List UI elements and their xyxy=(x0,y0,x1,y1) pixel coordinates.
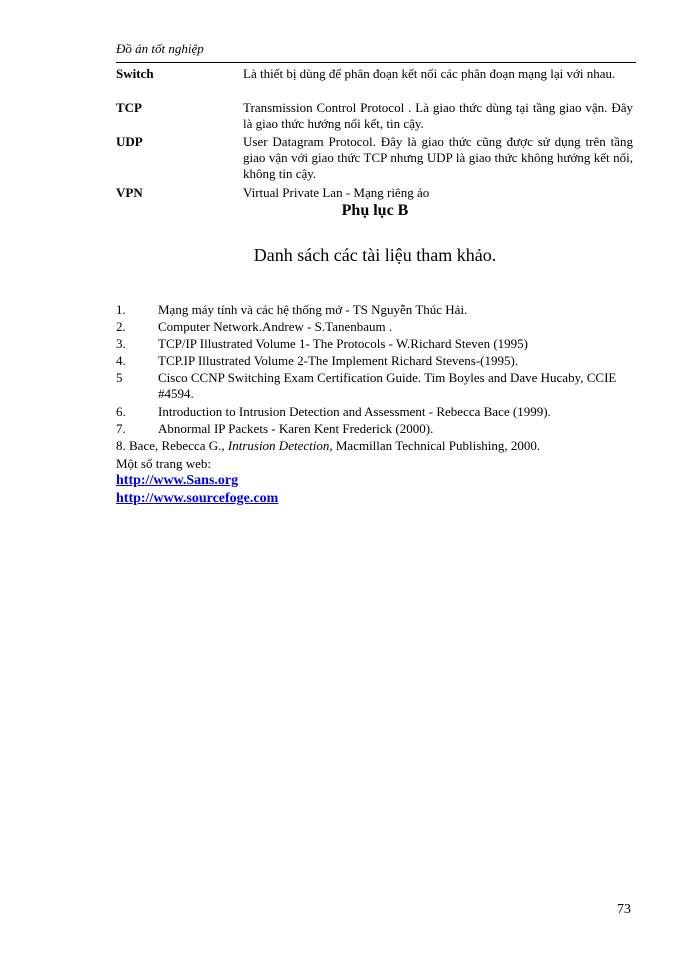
reference-text: Introduction to Intrusion Detection and Assessment - Rebecca Bace (1999). xyxy=(158,404,551,419)
header-divider xyxy=(116,62,636,63)
glossary-definition: User Datagram Protocol. Đây là giao thức cũng được sử dụng trên tầng giao vận với giao thức TCP nhưng UDP là giao thức không hướng kết nối, không tin cậy. xyxy=(243,134,633,181)
glossary-definition: Là thiết bị dùng để phân đoạn kết nối các phân đoạn mạng lại với nhau. xyxy=(243,66,616,81)
reference-number: 1. xyxy=(116,302,126,317)
reference-8-prefix: 8. Bace, Rebecca G., xyxy=(116,438,228,453)
appendix-title: Phụ lục B xyxy=(341,202,409,219)
reference-text: Computer Network.Andrew - S.Tanenbaum . xyxy=(158,319,393,334)
link-sourcefoge[interactable]: http://www.sourcefoge.com xyxy=(116,491,279,506)
page-header: Đồ án tốt nghiệp xyxy=(116,41,204,56)
glossary-term: TCP xyxy=(116,100,142,115)
reference-8-suffix: Macmillan Technical Publishing, 2000. xyxy=(332,438,541,453)
reference-number: 7. xyxy=(116,421,126,436)
reference-text: TCP/IP Illustrated Volume 1- The Protocols - W.Richard Steven (1995) xyxy=(158,336,528,351)
page-number: 73 xyxy=(617,902,631,917)
glossary-definition: Virtual Private Lan - Mạng riêng ảo xyxy=(243,185,430,200)
link-sans[interactable]: http://www.Sans.org xyxy=(116,473,239,488)
section-title: Danh sách các tài liệu tham khảo. xyxy=(253,245,497,265)
glossary-term: Switch xyxy=(116,66,154,81)
reference-number: 2. xyxy=(116,319,126,334)
reference-number: 6. xyxy=(116,404,126,419)
reference-text: Mạng máy tính và các hệ thống mở - TS Nguyễn Thúc Hải. xyxy=(158,302,468,317)
reference-8-title: Intrusion Detection, xyxy=(227,438,333,453)
reference-text: TCP.IP Illustrated Volume 2-The Implement Richard Stevens-(1995). xyxy=(158,353,519,368)
reference-number: 4. xyxy=(116,353,126,368)
glossary-term: UDP xyxy=(116,134,143,149)
websites-label: Một số trang web: xyxy=(116,456,211,471)
reference-text: Cisco CCNP Switching Exam Certification Guide. Tim Boyles and Dave Hucaby, CCIE #4594. xyxy=(158,370,617,401)
reference-item-8 xyxy=(116,438,636,454)
reference-number: 5 xyxy=(116,370,123,385)
reference-number: 3. xyxy=(116,336,126,351)
reference-text: Abnormal IP Packets - Karen Kent Frederick (2000). xyxy=(158,421,434,436)
glossary-term: VPN xyxy=(116,185,143,200)
glossary-definition: Transmission Control Protocol . Là giao thức dùng tại tầng giao vận. Đây là giao thức hướng nối kết, tin cậy. xyxy=(243,100,633,131)
